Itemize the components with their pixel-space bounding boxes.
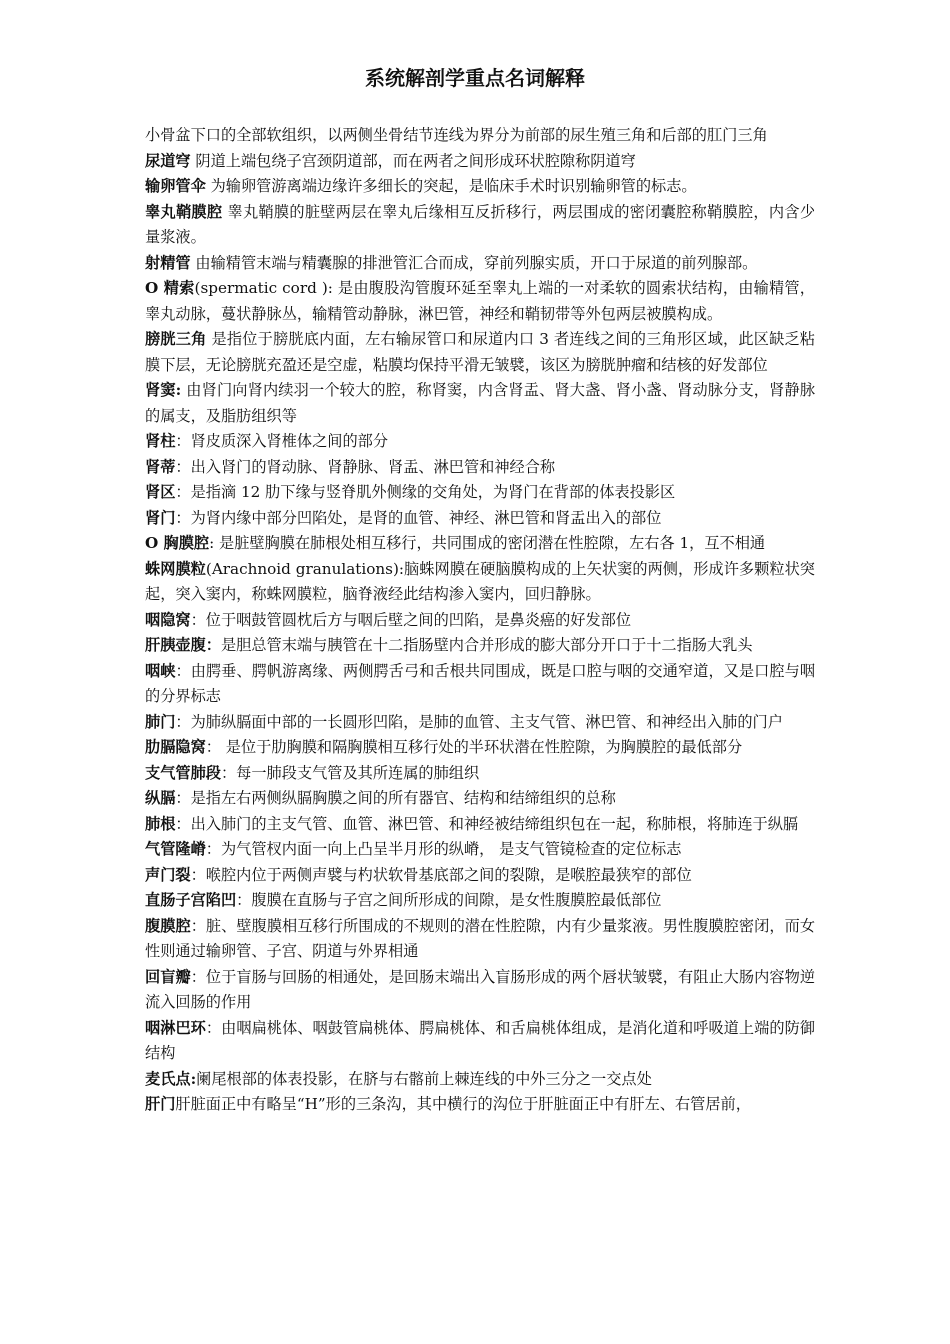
entry-definition: 是指位于膀胱底内面，左右输尿管口和尿道内口 3 者连线之间的三角形区域，此区缺乏粘膜下层，无论膀胱充盈还是空虚，粘膜均保持平滑无皱襞，该区为膀胱肿瘤和结核的好发部位 xyxy=(145,330,815,374)
entry-term: 肾柱 xyxy=(145,432,176,450)
entry-term: 声门裂 xyxy=(145,865,191,884)
definition-entry xyxy=(145,149,815,175)
entry-definition: ：位于盲肠与回肠的相通处，是回肠末端出入盲肠形成的两个唇状皱襞，有阻止大肠内容物逆流入回肠的作用 xyxy=(145,967,816,1011)
definition-entry xyxy=(145,174,815,200)
entry-definition: (Arachnoid granulations):脑蛛网膜在硬脑膜构成的上矢状窦的两侧，形成许多颗粒状突起，突入窦内，称蛛网膜粒，脑脊液经此结构渗入窦内，回归静脉。 xyxy=(145,559,815,603)
entry-term: 蛛网膜粒 xyxy=(145,559,206,578)
entry-definition: ：喉腔内位于两侧声襞与杓状软骨基底部之间的裂隙，是喉腔最狭窄的部位 xyxy=(190,865,692,884)
definition-entry xyxy=(145,1067,815,1093)
definition-entry xyxy=(145,1092,815,1118)
entry-definition: ：为肺纵膈面中部的一长圆形凹陷，是肺的血管、主支气管、淋巴管、和神经出入肺的门户 xyxy=(175,712,783,731)
entry-term: 射精管 xyxy=(145,253,191,272)
entry-definition: 睾丸鞘膜的脏壁两层在睾丸后缘相互反折移行，两层围成的密闭囊腔称鞘膜腔，内含少量浆液。 xyxy=(145,202,816,246)
entry-definition: 肝脏面正中有略呈“H”形的三条沟，其中横行的沟位于肝脏面正中有肝左、右管居前， xyxy=(175,1095,751,1113)
entry-definition: ：位于咽鼓管圆枕后方与咽后壁之间的凹陷，是鼻炎癌的好发部位 xyxy=(190,610,631,629)
entry-definition: ：肾皮质深入肾椎体之间的部分 xyxy=(175,432,388,450)
entry-definition: : 是脏壁胸膜在肺根处相互移行，共同围成的密闭潜在性腔隙，左右各 1，互不相通 xyxy=(209,534,766,552)
definition-entry xyxy=(145,786,815,812)
entry-term: 气管隆嵴 xyxy=(145,840,206,858)
entry-definition: ： 是位于肋胸膜和隔胸膜相互移行处的半环状潜在性腔隙，为胸膜腔的最低部分 xyxy=(205,738,743,756)
definition-entry xyxy=(145,276,815,327)
entry-definition: ：每一肺段支气管及其所连属的肺组织 xyxy=(220,763,480,782)
entry-term: 肾区 xyxy=(145,483,176,501)
definition-entry xyxy=(145,863,815,889)
definition-entry xyxy=(145,965,815,1016)
entry-term: 肺根 xyxy=(145,814,176,833)
entry-definition: ：为肾内缘中部分凹陷处，是肾的血管、神经、淋巴管和肾盂出入的部位 xyxy=(175,508,662,527)
document-body xyxy=(145,123,815,1118)
entry-term: 支气管肺段 xyxy=(145,763,221,782)
definition-entry xyxy=(145,506,815,532)
definition-entry xyxy=(145,710,815,736)
definition-entry xyxy=(145,1016,815,1067)
entry-definition: 阴道上端包绕子宫颈阴道部，而在两者之间形成环状腔隙称阴道穹 xyxy=(190,151,636,170)
definition-entry xyxy=(145,608,815,634)
entry-term: 直肠子宫陷凹 xyxy=(145,891,237,909)
entry-term: 咽淋巴环 xyxy=(145,1018,206,1037)
entry-definition: ：出入肺门的主支气管、血管、淋巴管、和神经被结缔组织包在一起，称肺根，将肺连于纵膈 xyxy=(175,814,799,833)
entry-term: 肝胰壶腹： xyxy=(145,636,221,654)
entry-term: 肋膈隐窝 xyxy=(145,738,206,756)
definition-entry xyxy=(145,480,815,506)
entry-definition: 由输精管末端与精囊腺的排泄管汇合而成，穿前列腺实质，开口于尿道的前列腺部。 xyxy=(190,253,758,272)
entry-definition: (spermatic cord ): 是由腹股沟管腹环延至睾丸上端的一对柔软的圆索状结构，由输精管，睾丸动脉，蔓状静脉丛，输精管动静脉，淋巴管，神经和鞘韧带等外包两层被膜构成。 xyxy=(145,279,815,323)
entry-term: 尿道穹 xyxy=(145,151,191,170)
entry-term: 回盲瓣 xyxy=(145,967,191,986)
entry-definition: 为输卵管游离端边缘许多细长的突起，是临床手术时识别输卵管的标志。 xyxy=(205,177,697,195)
definition-entry xyxy=(145,557,815,608)
definition-entry xyxy=(145,327,815,378)
definition-entry xyxy=(145,735,815,761)
document-title: 系统解剖学重点名词解释 xyxy=(365,66,585,90)
entry-term: 咽峡 xyxy=(145,661,176,680)
entry-term: 睾丸鞘膜腔 xyxy=(145,202,223,221)
entry-term: 膀胱三角 xyxy=(145,330,207,348)
entry-term: 肾窦: xyxy=(145,381,182,399)
entry-definition: 由肾门向肾内续羽一个较大的腔，称肾窦，内含肾盂、肾大盏、肾小盏、肾动脉分支，肾静脉的属支，及脂肪组织等 xyxy=(145,381,816,425)
definition-entry xyxy=(145,659,815,710)
definition-entry xyxy=(145,123,815,149)
entry-definition: 是胆总管末端与胰管在十二指肠壁内合并形成的膨大部分开口于十二指肠大乳头 xyxy=(220,636,753,654)
definition-entry xyxy=(145,633,815,659)
entry-definition: 阑尾根部的体表投影，在脐与右髂前上棘连线的中外三分之一交点处 xyxy=(196,1069,652,1088)
entry-definition: 小骨盆下口的全部软组织，以两侧坐骨结节连线为界分为前部的尿生殖三角和后部的肛门三角 xyxy=(145,126,768,144)
definition-entry xyxy=(145,455,815,481)
entry-definition: ：由腭垂、腭帆游离缘、两侧腭舌弓和舌根共同围成，既是口腔与咽的交通窄道，又是口腔与咽的分界标志 xyxy=(145,661,816,705)
entry-term: 肾蒂 xyxy=(145,457,176,476)
entry-term: 肝门 xyxy=(145,1095,176,1113)
entry-definition: ：由咽扁桃体、咽鼓管扁桃体、腭扁桃体、和舌扁桃体组成，是消化道和呼吸道上端的防御结构 xyxy=(145,1018,816,1062)
entry-term: O 精索 xyxy=(145,279,195,297)
entry-definition: ：为气管杈内面一向上凸呈半月形的纵嵴， 是支气管镜检查的定位标志 xyxy=(205,840,682,858)
entry-definition: ：腹膜在直肠与子宫之间所形成的间隙，是女性腹膜腔最低部位 xyxy=(236,891,662,909)
entry-term: 咽隐窝 xyxy=(145,610,191,629)
entry-term: O 胸膜腔 xyxy=(145,534,210,552)
definition-entry xyxy=(145,837,815,863)
entry-term: 腹膜腔 xyxy=(145,916,191,935)
entry-definition: ：脏、壁腹膜相互移行所围成的不规则的潜在性腔隙，内有少量浆液。男性腹膜腔密闭，而女性则通过输卵管、子宫、阴道与外界相通 xyxy=(145,916,816,960)
definition-entry xyxy=(145,888,815,914)
definition-entry xyxy=(145,812,815,838)
definition-entry xyxy=(145,378,815,429)
entry-definition: ：是指左右两侧纵膈胸膜之间的所有器官、结构和结缔组织的总称 xyxy=(175,789,616,807)
entry-definition: ：是指滴 12 肋下缘与竖脊肌外侧缘的交角处，为肾门在背部的体表投影区 xyxy=(175,483,676,501)
definition-entry xyxy=(145,251,815,277)
definition-entry xyxy=(145,531,815,557)
definition-entry xyxy=(145,200,815,251)
entry-term: 纵膈 xyxy=(145,789,176,807)
entry-term: 肾门 xyxy=(145,508,176,527)
definition-entry xyxy=(145,914,815,965)
entry-term: 肺门 xyxy=(145,712,176,731)
entry-definition: ：出入肾门的肾动脉、肾静脉、肾盂、淋巴管和神经合称 xyxy=(175,457,556,476)
definition-entry xyxy=(145,429,815,455)
entry-term: 麦氏点: xyxy=(145,1069,197,1088)
definition-entry xyxy=(145,761,815,787)
entry-term: 输卵管伞 xyxy=(145,177,206,195)
